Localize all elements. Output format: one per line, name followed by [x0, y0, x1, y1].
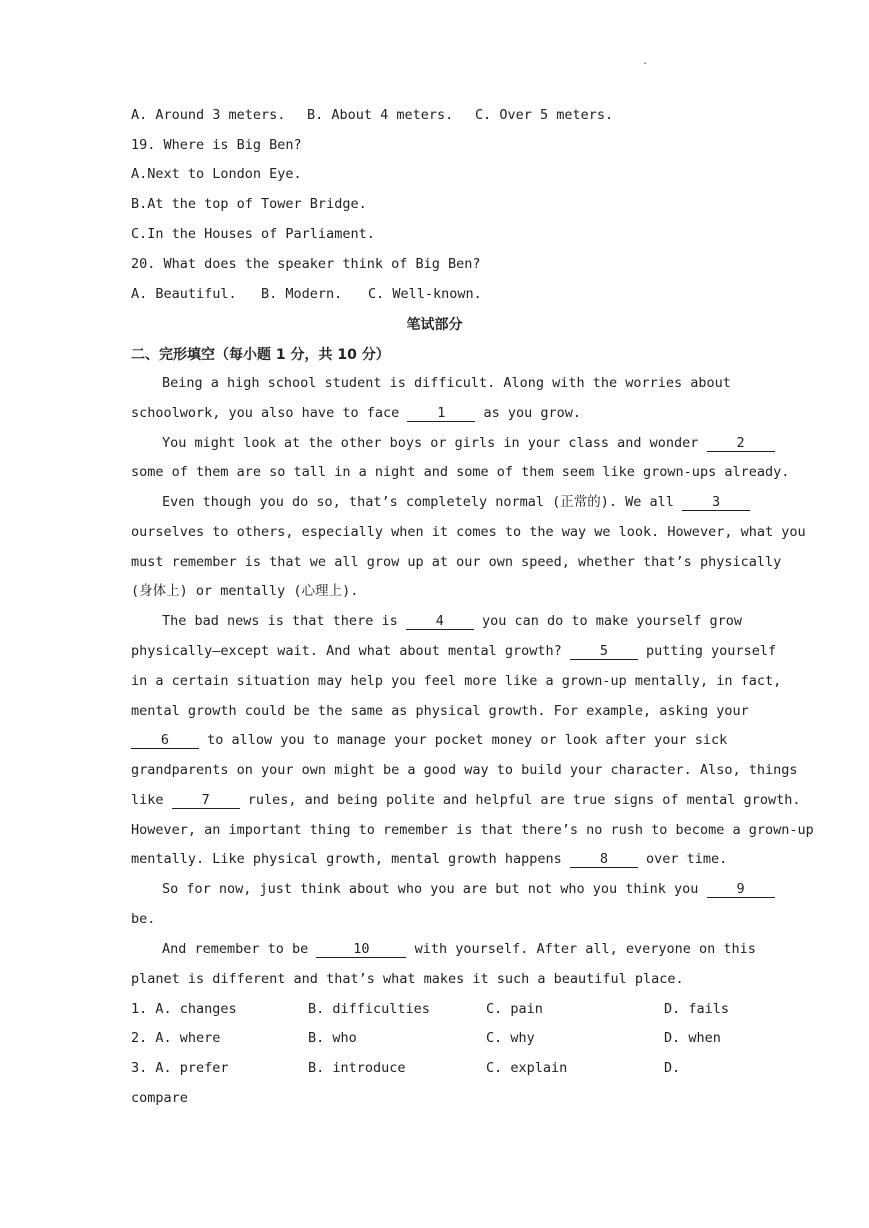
blank-9: 9: [707, 881, 775, 898]
option-1-b: B. difficulties: [308, 1001, 430, 1017]
q19-option-c: C.In the Houses of Parliament.: [131, 226, 375, 242]
q19-question: 19. Where is Big Ben?: [131, 137, 302, 153]
written-part-title: 笔试部分: [406, 317, 463, 333]
option-2-b: B. who: [308, 1030, 357, 1046]
blank-2: 2: [707, 435, 775, 452]
passage-line: ourselves to others, especially when it comes to the way we look. However, what you: [131, 524, 806, 540]
blank-5: 5: [570, 643, 638, 660]
q20-option-c: C. Well-known.: [368, 286, 482, 302]
passage-line: mentally. Like physical growth, mental growth happens 8 over time.: [131, 851, 728, 867]
q20-option-a: A. Beautiful.: [131, 286, 237, 302]
passage-line: However, an important thing to remember is that there’s no rush to become a grown-up: [131, 822, 814, 838]
blank-1: 1: [407, 405, 475, 422]
passage-line: some of them are so tall in a night and some of them seem like grown-ups already.: [131, 464, 790, 480]
passage-line: So for now, just think about who you are but not who you think you 9: [162, 879, 775, 899]
q20-option-b: B. Modern.: [261, 286, 343, 302]
option-3-a: 3. A. prefer: [131, 1060, 229, 1076]
cloze-section-heading: 二、完形填空（每小题 1 分，共 10 分）: [131, 347, 390, 363]
option-1-d: D. fails: [664, 1001, 730, 1017]
option-3-d: D.: [664, 1060, 681, 1076]
passage-line: You might look at the other boys or girls in your class and wonder 2: [162, 433, 775, 453]
option-1-a: 1. A. changes: [131, 1001, 237, 1017]
q19-option-b: B.At the top of Tower Bridge.: [131, 196, 367, 212]
option-2-d: D. when: [664, 1030, 721, 1046]
blank-4: 4: [406, 613, 474, 630]
blank-8: 8: [570, 851, 638, 868]
corner-mark: .: [642, 56, 649, 67]
passage-line: 6 to allow you to manage your pocket money or look after your sick: [131, 730, 727, 750]
option-3-b: B. introduce: [308, 1060, 406, 1076]
q18-option-b: B. About 4 meters.: [307, 107, 454, 123]
passage-line: like 7 rules, and being polite and helpful are true signs of mental growth.: [131, 792, 801, 808]
blank-6: 6: [131, 732, 199, 749]
q18-option-a: A. Around 3 meters.: [131, 107, 286, 123]
q18-option-c: C. Over 5 meters.: [475, 107, 614, 123]
passage-line: The bad news is that there is 4 you can do to make yourself grow: [162, 613, 743, 629]
passage-line: in a certain situation may help you feel more like a grown-up mentally, in fact,: [131, 673, 782, 689]
passage-line: grandparents on your own might be a good way to build your character. Also, things: [131, 762, 798, 778]
passage-line: schoolwork, you also have to face 1 as you grow.: [131, 405, 582, 421]
option-1-c: C. pain: [486, 1001, 543, 1017]
q19-option-a: A.Next to London Eye.: [131, 166, 302, 182]
passage-line: planet is different and that’s what makes it such a beautiful place.: [131, 971, 684, 987]
option-2-c: C. why: [486, 1030, 535, 1046]
passage-line: physically—except wait. And what about mental growth? 5 putting yourself: [131, 643, 777, 659]
passage-line: Being a high school student is difficult. Along with the worries about: [162, 375, 731, 391]
q20-question: 20. What does the speaker think of Big Ben?: [131, 256, 481, 272]
blank-3: 3: [682, 494, 750, 511]
passage-line: (身体上) or mentally (心理上).: [131, 583, 359, 599]
passage-line: must remember is that we all grow up at our own speed, whether that’s physically: [131, 554, 782, 570]
blank-10: 10: [316, 941, 406, 958]
option-3-c: C. explain: [486, 1060, 568, 1076]
passage-line: And remember to be 10 with yourself. After all, everyone on this: [162, 941, 756, 957]
passage-line: Even though you do so, that’s completely normal (正常的). We all 3: [162, 492, 750, 512]
option-2-a: 2. A. where: [131, 1030, 221, 1046]
option-3-d-wrap: compare: [131, 1090, 188, 1106]
passage-line: mental growth could be the same as physical growth. For example, asking your: [131, 703, 749, 719]
passage-line: be.: [131, 911, 156, 927]
blank-7: 7: [172, 792, 240, 809]
